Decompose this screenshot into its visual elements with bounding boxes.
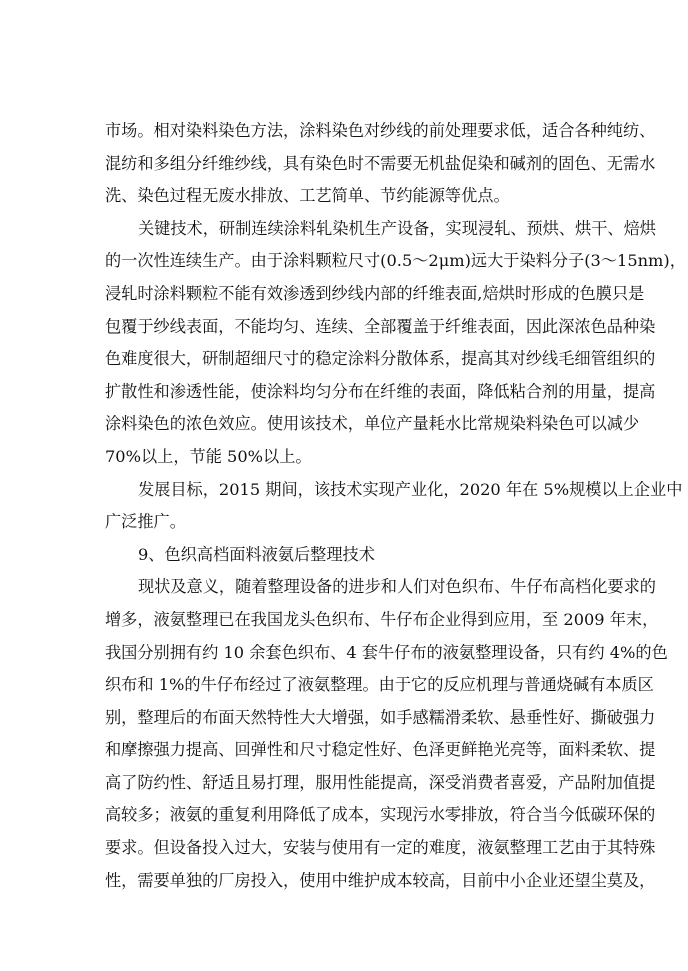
section-heading: 9、色织高档面料液氨后整理技术 — [138, 544, 375, 564]
text-line: 增多，液氨整理已在我国龙头色织布、牛仔布企业得到应用，至 2009 年末， — [105, 609, 659, 629]
text-line: 包覆于纱线表面，不能均匀、连续、全部覆盖于纤维表面，因此深浓色品种染 — [105, 316, 656, 336]
text-line: 性，需要单独的厂房投入，使用中维护成本较高，目前中小企业还望尘莫及， — [105, 870, 656, 890]
text-line: 混纺和多组分纤维纱线，具有染色时不需要无机盐促染和碱剂的固色、无需水 — [105, 153, 656, 173]
text-line: 高了防约性、舒适且易打理，服用性能提高，深受消费者喜爱，产品附加值提 — [105, 772, 656, 792]
text-line: 的一次性连续生产。由于涂料颗粒尺寸(0.5～2μm)远大于染料分子(3～15nm)， — [105, 251, 686, 271]
text-line: 高较多；液氨的重复利用降低了成本，实现污水零排放，符合当今低碳环保的 — [105, 805, 656, 825]
text-line: 浸轧时涂料颗粒不能有效渗透到纱线内部的纤维表面,焙烘时形成的色膜只是 — [105, 283, 645, 303]
document-page — [105, 115, 686, 897]
text-line: 和摩擦强力提高、回弹性和尺寸稳定性好、色泽更鲜艳光亮等，面料柔软、提 — [105, 740, 656, 760]
text-line: 别，整理后的布面天然特性大大增强，如手感糯滑柔软、悬垂性好、撕破强力 — [105, 707, 656, 727]
text-line: 洗、染色过程无废水排放、工艺简单、节约能源等优点。 — [105, 186, 510, 206]
text-line: 70%以上，节能 50%以上。 — [105, 446, 312, 466]
text-line: 织布和 1%的牛仔布经过了液氨整理。由于它的反应机理与普通烧碱有本质区 — [105, 675, 654, 695]
text-line: 市场。相对染料染色方法，涂料染色对纱线的前处理要求低，适合各种纯纺、 — [105, 121, 656, 140]
text-line: 发展目标，2015 期间，该技术实现产业化，2020 年在 5%规模以上企业中 — [138, 479, 683, 499]
text-line: 色难度很大，研制超细尺寸的稳定涂料分散体系，提高其对纱线毛细管组织的 — [105, 349, 656, 369]
text-line: 要求。但设备投入过大，安装与使用有一定的难度，液氨整理工艺由于其特殊 — [105, 838, 656, 858]
text-line: 我国分别拥有约 10 余套色织布、4 套牛仔布的液氨整理设备，只有约 4%的色 — [105, 642, 668, 662]
text-line: 扩散性和渗透性能，使涂料均匀分布在纤维的表面，降低粘合剂的用量，提高 — [105, 381, 656, 401]
text-line: 涂料染色的浓色效应。使用该技术，单位产量耗水比常规染料染色可以减少 — [105, 414, 640, 434]
text-line: 广泛推广。 — [105, 512, 186, 532]
text-line: 现状及意义，随着整理设备的进步和人们对色织布、牛仔布高档化要求的 — [138, 577, 656, 597]
text-line: 关键技术，研制连续涂料轧染机生产设备，实现浸轧、预烘、烘干、焙烘 — [138, 218, 656, 238]
